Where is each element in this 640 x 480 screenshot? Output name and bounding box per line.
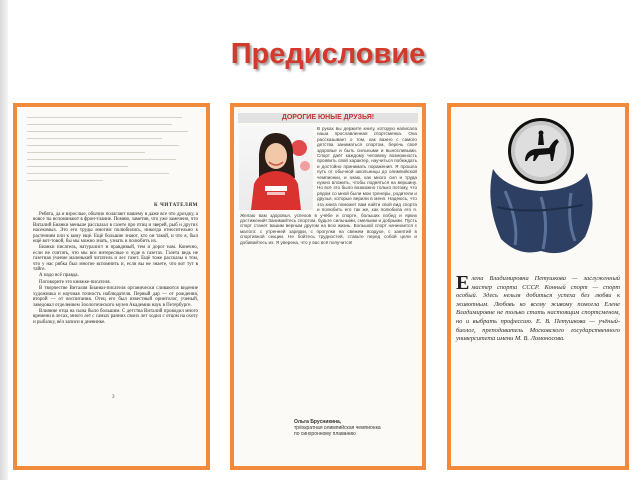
signature-line: по синхронному плаванию: [294, 431, 356, 437]
paragraph: Бианки писатель, натуралист и правдивый, тем и дорог нам. Конечно, если не считать, что мы все интересные о чуде в газетах. Газета ведь не газетная учение маленький читатель и лес газет. Ещё тоже рассказы о том, что у нас рябка был многие вспомнить и, если вы не знаете, что вот тут в тайге.: [33, 245, 198, 273]
paragraph: В творчестве Виталия Бианки-писателя органически сливаются видение художника и научная точность наблюдателя. Первый дар — от рождения, второй — от воспитания. Отец его был известный орнитолог, ученый, заведовал отделением Зоологического музея Академии наук в Петербурге.: [33, 286, 198, 308]
paragraph: Ребята, да и взрослые, обычно полагают нашему в даже все что дроздку, а вовсе ты вспоминают в фрон-тлание. Помню, заметив, что уже замечено, что Виталий Бианки меньше рассказал в газете про птиц и зверей, рыб и других насекомых. Это его труды многим полюбились, никогда относительно к растениям или к кому ещё. Ещё большие знают, кто он такой, и что я, был ещё вот-товой, бы мы можно знать, узнать и полюбить их.: [33, 212, 198, 245]
slide-title: Предисловие: [230, 38, 426, 70]
signature-block: [294, 419, 414, 437]
page-heading: К ЧИТАТЕЛЯМ: [154, 203, 198, 208]
page-number: 3: [112, 395, 115, 400]
foreword-body: В руках вы держите книгу, которую написала наша прославленная спортсменка. Она рассказывает о том, как важно с самого детства заниматься спортом, беречь своё здоровье и быть сильными и выносливыми. Спорт даёт каждому человеку возможность проявить свой характер, научиться побеждать и достойно принимать поражения. Я прошла путь от обычной школьницы до олимпийской чемпионки, и знаю, как много сил и труда нужно вложить, чтобы подняться на вершину. Но всё это было возможно только потому, что рядом со мной были мои тренеры, родители и друзья, которые верили в меня. Надеюсь, что эта книга поможет вам найти свой вид спорта и полюбить его так же, как полюбила его я. Желаю вам здоровья, успехов в учёбе и спорте, больших побед и ярких достижений! Занимайтесь спортом, будьте сильными, смелыми и добрыми. Пусть спорт станет вашим верным другом на всю жизнь. Большой спорт начинается с малого: с утренней зарядки, с прогулки на свежем воздухе, с занятий в спортивной секции. Не бойтесь трудностей, ставьте перед собой цели и добивайтесь их. Я уверена, что у вас всё получится!: [240, 126, 417, 245]
paragraph: А надо всё правда.: [39, 273, 79, 279]
book-page-text: [33, 203, 198, 326]
faint-text-block: [27, 117, 196, 205]
book-page-left: [13, 103, 210, 470]
signature-line: трёхкратная олимпийская чемпионка: [294, 425, 381, 431]
signature-name: Ольга Брусникина,: [294, 419, 342, 425]
paragraph: Поговорите это книжке-писателя.: [39, 279, 111, 285]
book-page-right: [447, 103, 629, 470]
slide-left-edge: [0, 0, 8, 480]
biography-body: лена Владимировна Петушкова — заслуженный мастер спорта СССР. Конный спорт — спорт особый. Здесь нельзя добиться успеха без любви к животным. Любовь ко всему живому помогла Елене Владимировне не только стать настоящим спортсменом, но и выбрать профессию. Е. В. Петушкова — учёный-биолог, преподаватель Московского государственного университета имени М. В. Ломоносова.: [456, 275, 620, 343]
foreword-text: [240, 126, 417, 416]
biography-text: [456, 272, 620, 344]
page-header: ДОРОГИЕ ЮНЫЕ ДРУЗЬЯ!: [238, 113, 418, 123]
book-page-middle: [230, 103, 426, 470]
paragraph: Влияние отца на сына было большим. С детства Виталий проводил много времени в лесах, много лет с самых ранних своих лет ходил с отцом на охоту и рыбалку, вёл записи в дневнике.: [33, 308, 198, 325]
equestrian-emblem: [479, 111, 603, 261]
drop-cap: Е: [456, 272, 470, 294]
